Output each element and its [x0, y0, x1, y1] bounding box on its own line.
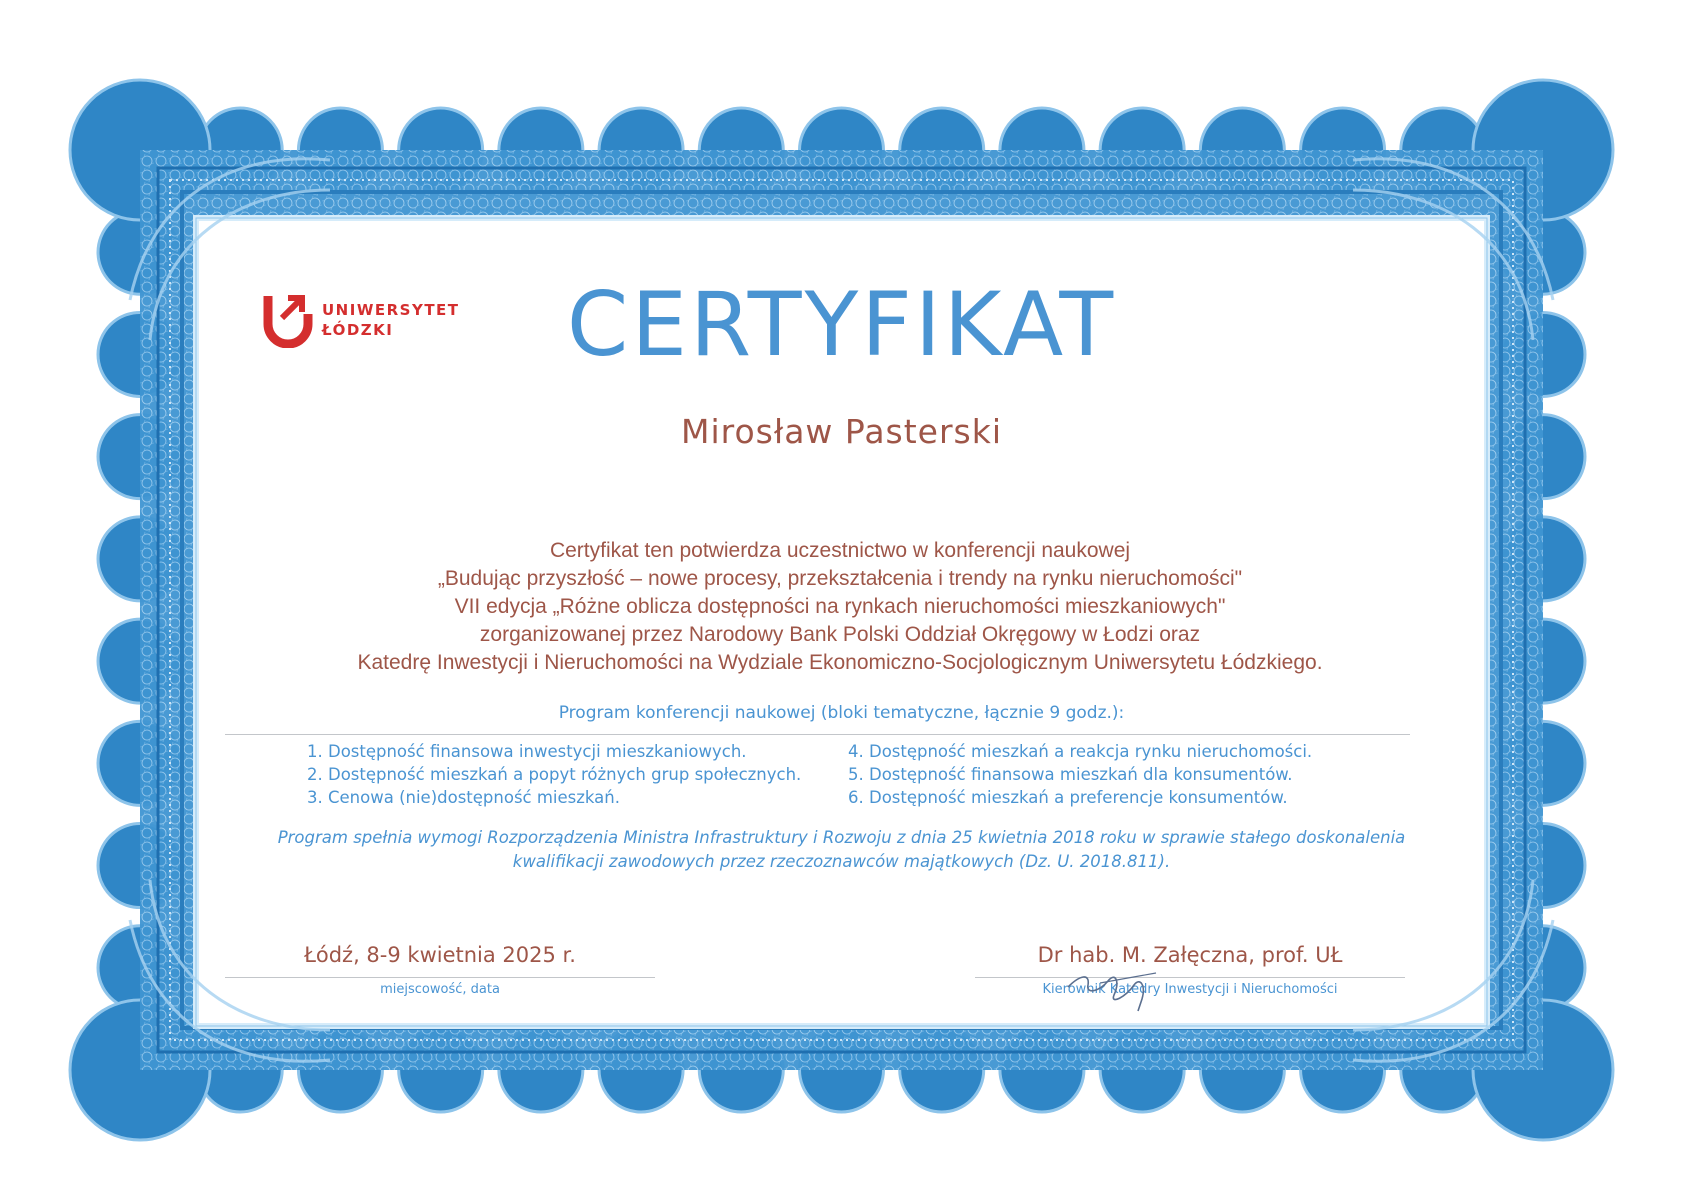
topics-left-list	[307, 740, 801, 809]
place-date-line	[225, 977, 655, 978]
list-item: 3. Cenowa (nie)dostępność mieszkań.	[307, 788, 621, 807]
program-divider	[225, 734, 1410, 735]
body-line: zorganizowanej przez Narodowy Bank Polski Oddział Okręgowy w Łodzi oraz	[479, 623, 1201, 646]
logo-line-1: UNIWERSYTET	[322, 301, 460, 319]
list-item: 1. Dostępność finansowa inwestycji mieszkaniowych.	[307, 742, 747, 761]
list-item: 6. Dostępność mieszkań a preferencje konsumentów.	[848, 788, 1288, 807]
body-line: VII edycja „Różne oblicza dostępności na rynkach nieruchomości mieszkaniowych"	[454, 595, 1226, 618]
regulation-note	[200, 826, 1483, 874]
place-date: Łódź, 8-9 kwietnia 2025 r.	[304, 943, 576, 967]
place-date-caption: miejscowość, data	[380, 982, 500, 997]
body-line: Certyfikat ten potwierdza uczestnictwo w konferencji naukowej	[549, 539, 1131, 562]
logo-line-2: ŁÓDZKI	[322, 321, 394, 339]
signatory-name: Dr hab. M. Załęczna, prof. UŁ	[1037, 943, 1343, 967]
body-line: Katedrę Inwestycji i Nieruchomości na Wydziale Ekonomiczno-Socjologicznym Uniwersytetu Łódzkiego.	[357, 651, 1323, 674]
signatory-caption: Kierownik Katedry Inwestycji i Nieruchomości	[1042, 982, 1338, 997]
topics-right-list	[848, 740, 1312, 809]
certificate-body	[250, 537, 1430, 677]
recipient-name: Mirosław Pasterski	[680, 412, 1003, 451]
regulation-line: kwalifikacji zawodowych przez rzeczoznawców majątkowych (Dz. U. 2018.811).	[512, 852, 1171, 871]
list-item: 5. Dostępność finansowa mieszkań dla konsumentów.	[848, 765, 1293, 784]
certificate-title: CERTYFIKAT	[566, 273, 1117, 376]
body-line: „Budując przyszłość – nowe procesy, przekształcenia i trendy na rynku nieruchomości"	[437, 567, 1243, 590]
signature-line	[975, 977, 1405, 978]
regulation-line: Program spełnia wymogi Rozporządzenia Ministra Infrastruktury i Rozwoju z dnia 25 kwietnia 2018 roku w sprawie stałego doskonalenia	[277, 828, 1406, 847]
program-heading: Program konferencji naukowej (bloki tematyczne, łącznie 9 godz.):	[558, 703, 1125, 723]
list-item: 4. Dostępność mieszkań a reakcja rynku nieruchomości.	[848, 742, 1313, 761]
list-item: 2. Dostępność mieszkań a popyt różnych grup społecznych.	[307, 765, 802, 784]
handwritten-signature	[1060, 955, 1180, 1015]
